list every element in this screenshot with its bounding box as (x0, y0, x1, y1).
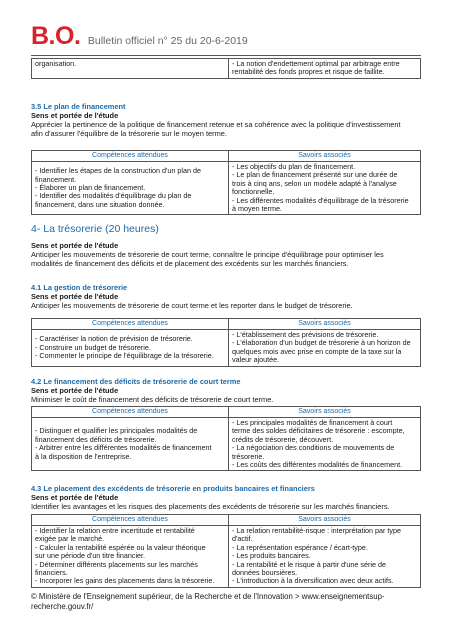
cell-line: exigée par le marché. (35, 534, 105, 544)
col-header-savoirs: Savoirs associés (229, 407, 421, 418)
section-subtitle: Sens et portée de l'étude (31, 386, 119, 395)
col-header-competences: Compétences attendues (32, 319, 229, 330)
cell-line: données boursières. (232, 568, 298, 578)
competences-cell (32, 330, 229, 367)
header (31, 22, 248, 50)
section-heading: 4- La trésorerie (20 heures) (31, 223, 159, 235)
section-3-5 (31, 102, 423, 138)
cell-line: - Arbitrer entre les différentes modalités de financement (35, 443, 212, 453)
footer-line: recherche.gouv.fr/ (31, 602, 94, 611)
cell-line: - Le plan de financement présenté sur une durée de (232, 170, 398, 180)
section-4-1 (31, 283, 423, 310)
cell-line: - La notion d'endettement optimal par arbitrage entre (232, 59, 400, 68)
bo-logo: B.O. (31, 22, 81, 50)
cell-line: - La représentation espérance / écart-type. (232, 542, 368, 552)
cell-line: financement des déficits de trésorerie. (35, 434, 157, 444)
cell-line: - Caractériser la notion de prévision de trésorerie. (35, 334, 193, 344)
cell-line: - Commenter le principe de l'équilibrage de la trésorerie. (35, 351, 214, 361)
savoirs-cell (229, 526, 421, 588)
cell-line: à moyen terme. (232, 204, 282, 214)
footer (31, 592, 431, 612)
savoirs-cell (229, 162, 421, 215)
competences-cell (32, 526, 229, 588)
body-line: afin d'assurer l'équilibre de la trésorerie sur le moyen terme. (31, 129, 227, 138)
cell-line: financement. (35, 174, 77, 184)
col-header-savoirs: Savoirs associés (229, 319, 421, 330)
cell-line: - Distinguer et qualifier les principales modalités de (35, 426, 198, 436)
cell-line: - L'introduction à la diversification avec deux actifs. (232, 576, 394, 586)
cell-line: valeur ajoutée. (232, 355, 280, 365)
cell-line: - La négociation des conditions de mouvements de (232, 443, 395, 453)
section-4 (31, 223, 423, 268)
cell-line: - Déterminer différents placements sur les marchés (35, 559, 198, 569)
cell-line: - Les objectifs du plan de financement. (232, 162, 356, 171)
savoirs-cell (229, 418, 421, 471)
cell-line: fonctionnelle. (232, 187, 275, 197)
footer-line: © Ministère de l'Enseignement supérieur, de la Recherche et de l'Innovation > www.enseignementsup- (31, 592, 385, 601)
col-header-competences: Compétences attendues (32, 515, 229, 526)
section-body (31, 301, 423, 310)
section-title: 4.3 Le placement des excédents de trésorerie en produits bancaires et financiers (31, 484, 315, 493)
section-body (31, 395, 423, 404)
body-line: Identifier les avantages et les risques des placements des excédents de trésorerie sur les marchés financiers. (31, 502, 390, 511)
body-line: Apprécier la pertinence de la politique de financement retenue et sa cohérence avec la politique d'investissement (31, 120, 401, 129)
body-line: Minimiser le coût de financement des déficits de trésorerie de court terme. (31, 395, 274, 404)
section-subtitle: Sens et portée de l'étude (31, 241, 119, 250)
continued-right-cell (229, 59, 421, 79)
cell-line: - Les coûts des différentes modalités de financement. (232, 460, 403, 470)
header-subtitle: Bulletin officiel n° 25 du 20-6-2019 (87, 35, 248, 47)
cell-line: financement, dans une situation donnée. (35, 199, 165, 209)
section-subtitle: Sens et portée de l'étude (31, 493, 119, 502)
cell-line: à la disposition de l'entreprise. (35, 451, 132, 461)
cell-line: - Identifier les étapes de la construction d'un plan de (35, 166, 201, 176)
cell-line: trésorerie. (232, 451, 265, 461)
table-4-1 (31, 318, 421, 367)
cell-line: d'actif. (232, 534, 253, 544)
cell-line: - La rentabilité et le risque à partir d'une série de (232, 559, 386, 569)
section-title: 4.2 Le financement des déficits de trésorerie de court terme (31, 377, 241, 386)
body-line: Anticiper les mouvements de trésorerie de court terme et les reporter dans le budget de trésorerie. (31, 301, 353, 310)
cell-line: trois à cinq ans, selon un modèle adapté à l'analyse (232, 178, 397, 188)
cell-line: - L'élaboration d'un budget de trésorerie à un horizon de (232, 338, 411, 348)
cell-line: organisation. (35, 59, 77, 68)
cell-line: crédits de trésorerie, découvert. (232, 434, 334, 444)
cell-line: - Identifier la relation entre incertitude et rentabilité (35, 526, 195, 535)
header-rule (31, 55, 421, 56)
cell-line: sur une période d'un titre financier. (35, 551, 146, 561)
cell-line: - Calculer la rentabilité espérée ou la valeur théorique (35, 542, 206, 552)
section-title: 4.1 La gestion de trésorerie (31, 283, 128, 292)
section-body (31, 120, 423, 138)
cell-line: financiers. (35, 568, 68, 578)
cell-line: - Les différentes modalités d'équilibrage de la trésorerie (232, 195, 409, 205)
col-header-savoirs: Savoirs associés (229, 515, 421, 526)
cell-line: - Identifier des modalités d'équilibrage du plan de (35, 191, 192, 201)
body-line: Anticiper les mouvements de trésorerie de court terme, connaître le principe d'équilibrage pour optimiser les (31, 250, 384, 259)
cell-line: terme des soldes déficitaires de trésorerie : escompte, (232, 426, 405, 436)
section-title: 3.5 Le plan de financement (31, 102, 126, 111)
table-4-2 (31, 406, 421, 471)
section-4-2 (31, 377, 423, 404)
col-header-savoirs: Savoirs associés (229, 151, 421, 162)
section-subtitle: Sens et portée de l'étude (31, 111, 119, 120)
cell-line: - Les principales modalités de financement à court (232, 418, 393, 427)
section-subtitle: Sens et portée de l'étude (31, 292, 119, 301)
cell-line: - L'établissement des prévisions de trésorerie. (232, 330, 379, 339)
section-body (31, 250, 423, 268)
cell-line: - La relation rentabilité-risque : interprétation par type (232, 526, 401, 535)
competences-cell (32, 162, 229, 215)
col-header-competences: Compétences attendues (32, 151, 229, 162)
cell-line: - Élaborer un plan de financement. (35, 183, 146, 193)
cell-line: - Les produits bancaires. (232, 551, 311, 561)
cell-line: - Incorporer les gains des placements dans la trésorerie. (35, 576, 215, 586)
savoirs-cell (229, 330, 421, 367)
section-4-3 (31, 484, 423, 511)
continued-left-cell (32, 59, 229, 79)
table-3-5 (31, 150, 421, 215)
cell-line: quelques mois avec prise en compte de la taxe sur la (232, 346, 402, 356)
continued-table (31, 58, 421, 79)
cell-line: rentabilité des fonds propres et risque de faillite. (232, 67, 385, 77)
competences-cell (32, 418, 229, 471)
col-header-competences: Compétences attendues (32, 407, 229, 418)
body-line: modalités de financement des déficits et de placement des excédents sur les marchés financiers. (31, 259, 349, 268)
table-4-3 (31, 514, 421, 588)
cell-line: - Construire un budget de trésorerie. (35, 342, 151, 352)
section-body (31, 502, 423, 511)
